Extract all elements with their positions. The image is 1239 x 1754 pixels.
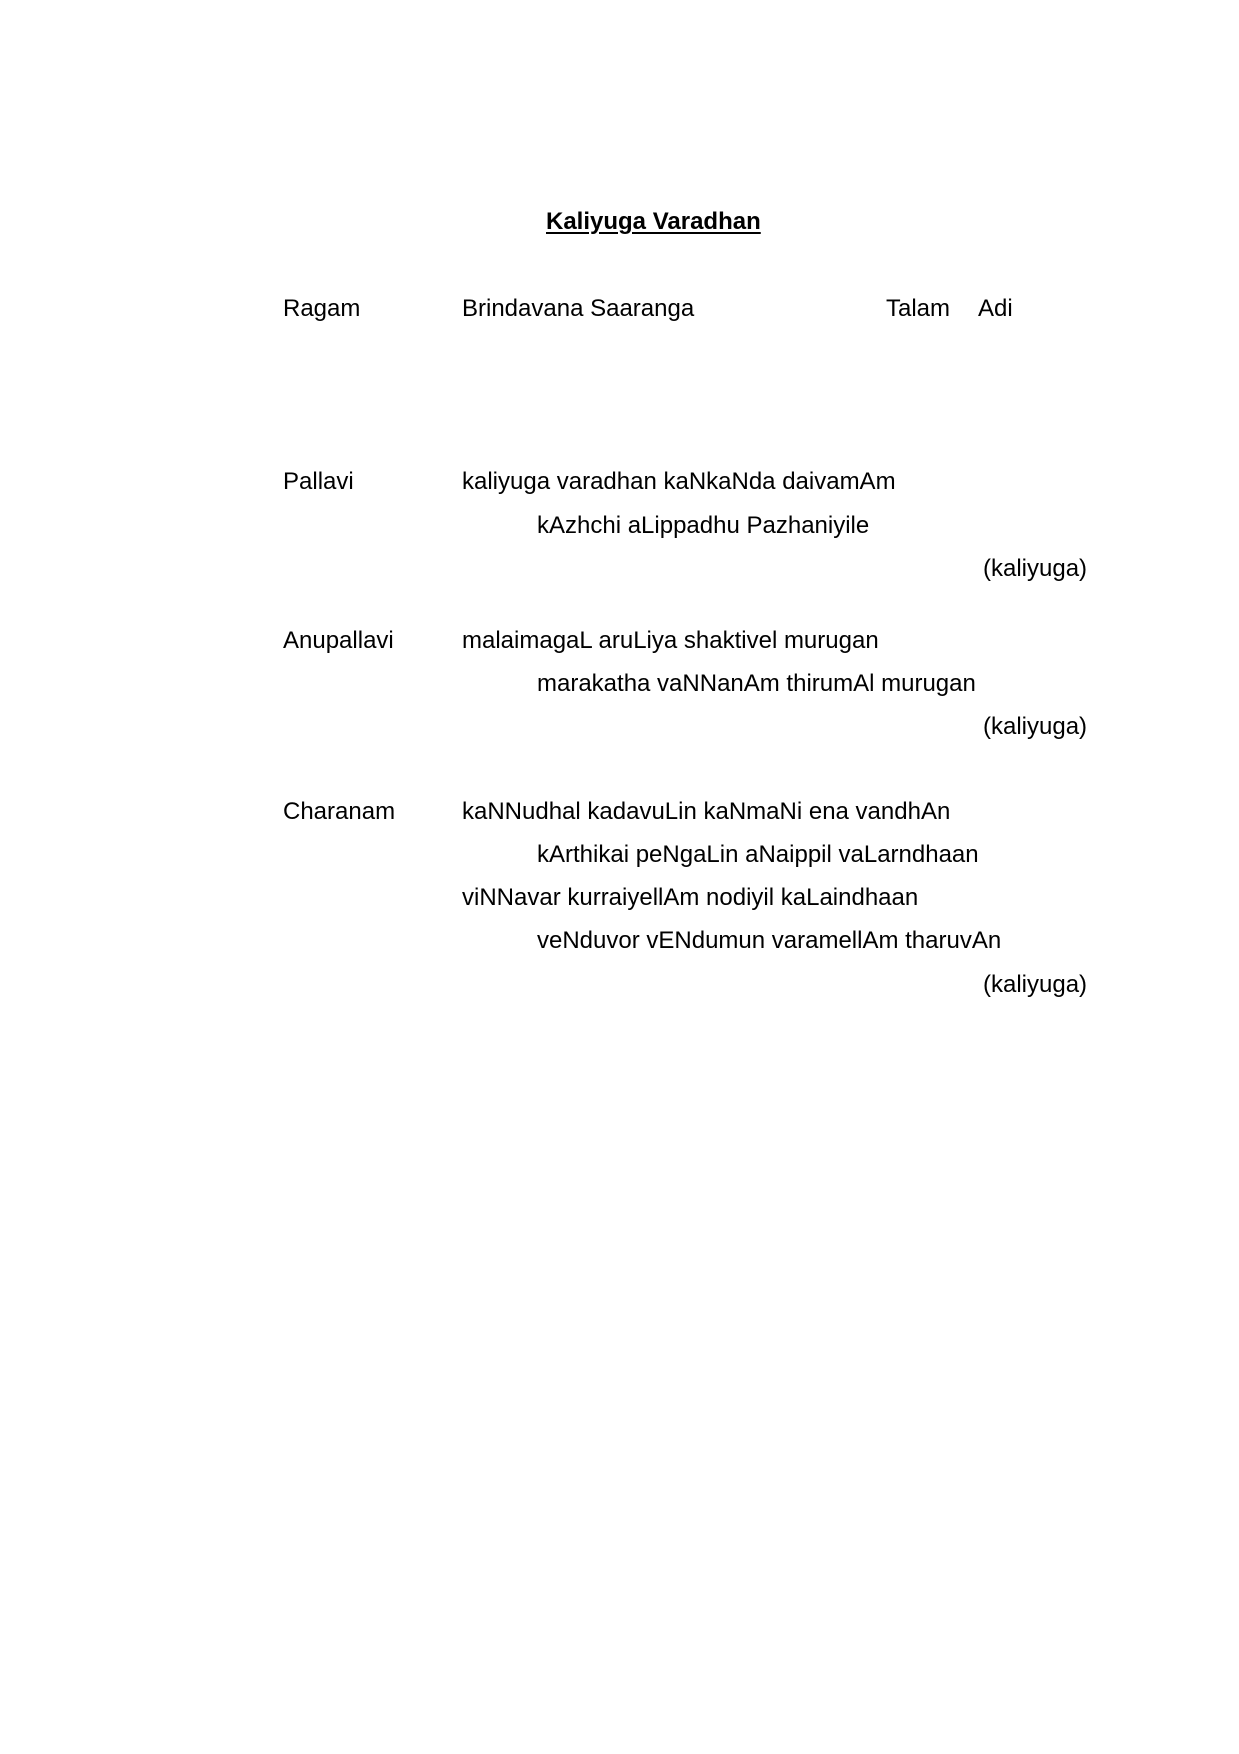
pallavi-refrain: (kaliyuga) [983,555,1088,582]
anupallavi-line: marakatha vaNNanAm thirumAl murugan [537,670,976,697]
pallavi-label: Pallavi [283,468,354,495]
page-title: Kaliyuga Varadhan [546,208,761,235]
charanam-refrain: (kaliyuga) [983,971,1088,998]
anupallavi-refrain: (kaliyuga) [983,713,1088,740]
ragam-label: Ragam [283,295,361,322]
ragam-value: Brindavana Saaranga [462,295,695,322]
charanam-line: veNduvor vENdumun varamellAm tharuvAn [537,927,1002,954]
talam-label: Talam [886,295,951,322]
pallavi-line: kAzhchi aLippadhu Pazhaniyile [537,512,870,539]
pallavi-line: kaliyuga varadhan kaNkaNda daivamAm [462,468,896,495]
charanam-line: kaNNudhal kadavuLin kaNmaNi ena vandhAn [462,798,951,825]
charanam-label: Charanam [283,798,396,825]
anupallavi-line: malaimagaL aruLiya shaktivel murugan [462,627,879,654]
talam-value: Adi [978,295,1013,322]
charanam-line: viNNavar kurraiyellAm nodiyil kaLaindhaan [462,884,919,911]
charanam-line: kArthikai peNgaLin aNaippil vaLarndhaan [537,841,979,868]
anupallavi-label: Anupallavi [283,627,394,654]
